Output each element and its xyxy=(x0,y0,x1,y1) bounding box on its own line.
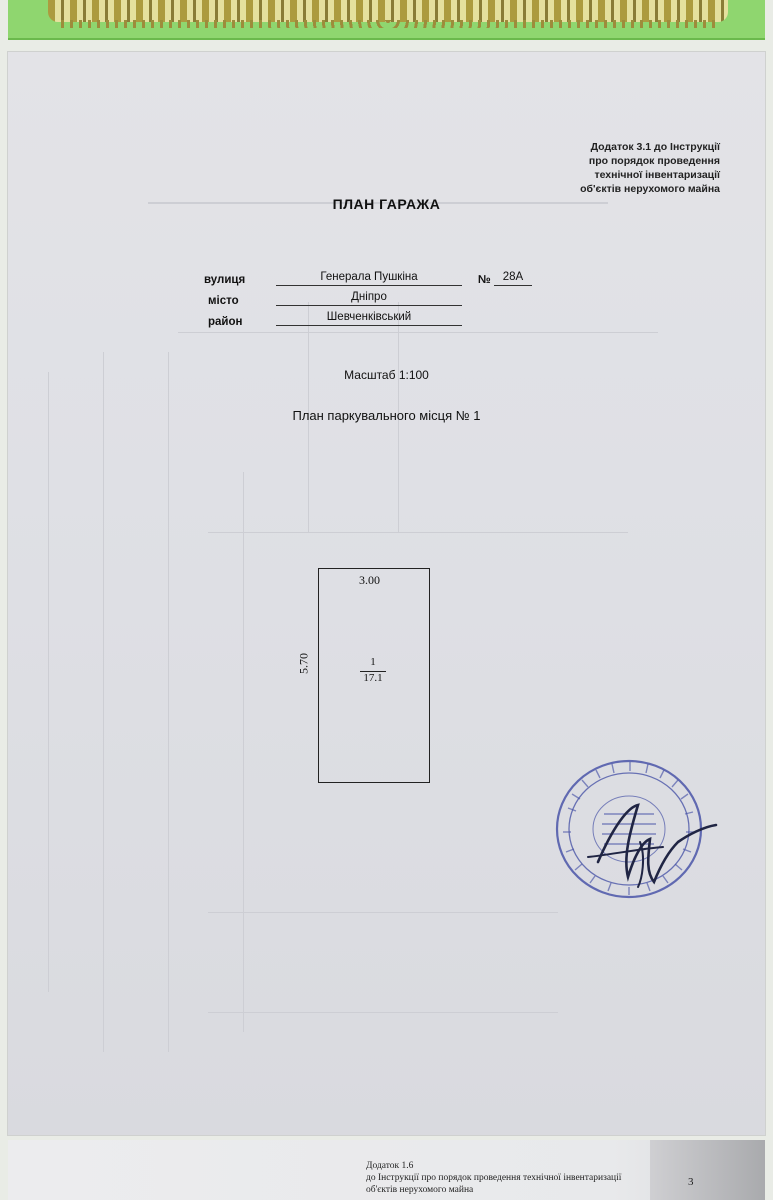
next-appendix-line: до Інструкції про порядок проведення технічної інвентаризації xyxy=(366,1173,622,1183)
next-appendix-line: Додаток 1.6 xyxy=(366,1161,414,1171)
street-label: вулиця xyxy=(204,274,246,286)
ghost-line xyxy=(48,372,49,992)
ghost-line xyxy=(168,352,169,1052)
garage-plan-page xyxy=(8,52,765,1135)
document-title: ПЛАН ГАРАЖА xyxy=(332,196,441,212)
appendix-note xyxy=(508,140,720,196)
room-number: 1 xyxy=(370,656,376,668)
ghost-line xyxy=(208,532,628,533)
appendix-line: об'єктів нерухомого майна xyxy=(580,183,720,195)
appendix-line: Додаток 3.1 до Інструкції xyxy=(590,141,720,153)
appendix-line: технічної інвентаризації xyxy=(594,169,720,181)
length-dimension: 5.70 xyxy=(296,653,311,674)
ghost-line xyxy=(103,352,104,1052)
ghost-line xyxy=(208,1012,558,1013)
next-page-appendix-note xyxy=(366,1160,646,1196)
number-label: № xyxy=(478,274,491,286)
ghost-line xyxy=(178,332,658,333)
ornament-border xyxy=(48,0,728,22)
plan-subtitle: План паркувального місця № 1 xyxy=(292,408,481,423)
next-appendix-line: об'єктів нерухомого майна xyxy=(366,1185,474,1195)
street-value: Генерала Пушкіна xyxy=(276,270,462,286)
city-value: Дніпро xyxy=(276,290,462,306)
appendix-line: про порядок проведення xyxy=(588,155,720,167)
number-value: 28А xyxy=(494,270,532,286)
scale-label: Масштаб 1:100 xyxy=(344,368,429,382)
city-label: місто xyxy=(208,295,239,307)
page-shadow xyxy=(650,1140,765,1200)
signature xyxy=(568,787,718,897)
width-dimension: 3.00 xyxy=(359,573,380,587)
ghost-line xyxy=(243,472,244,1032)
district-label: район xyxy=(208,316,243,328)
ghost-line xyxy=(208,912,558,913)
next-page-mark: 3 xyxy=(688,1176,694,1188)
certificate-top-border xyxy=(8,0,765,40)
room-area: 17.1 xyxy=(363,672,383,684)
district-value: Шевченківський xyxy=(276,310,462,326)
